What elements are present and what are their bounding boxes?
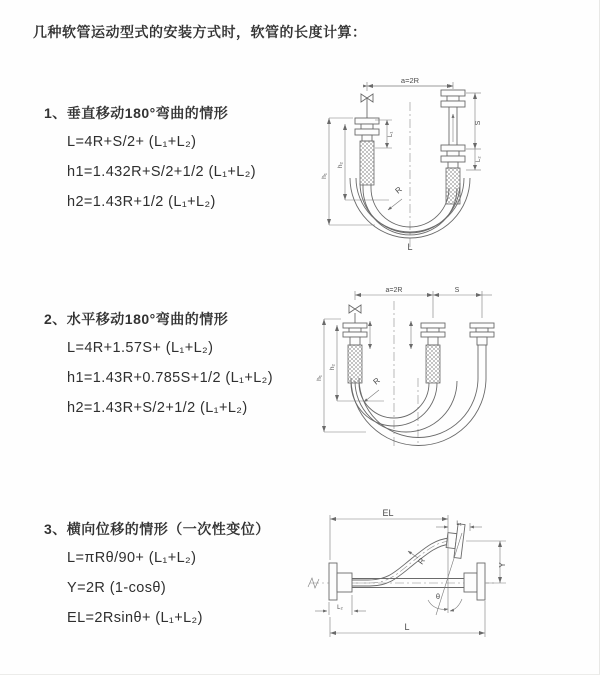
dim-l1-label: L₁: [456, 521, 462, 527]
dim-l: [330, 601, 485, 637]
radius-label: R: [393, 184, 404, 196]
dim-el: [330, 508, 448, 613]
dim-a2r-label: a=2R: [400, 76, 420, 85]
dim-h1-label: h₁: [316, 375, 323, 381]
section-1-formula-h2: h2=1.43R+1/2 (L₁+L₂): [67, 194, 216, 210]
length-label: L: [407, 242, 413, 252]
angle-theta-label: θ: [435, 592, 441, 601]
valve-icon: [361, 94, 373, 118]
middle-braided-hose: [426, 345, 440, 383]
dim-l2: [315, 595, 366, 615]
section-3-formula-y: Y=2R (1-cosθ): [67, 580, 167, 596]
dim-l-label: L: [404, 622, 410, 632]
section-2-formula-h1: h1=1.43R+0.785S+1/2 (L₁+L₂): [67, 370, 273, 386]
section-3-heading: 3、横向位移的情形（一次性变位）: [44, 521, 270, 537]
small-dims: [368, 321, 413, 349]
dim-h2-label: h₂: [337, 161, 344, 169]
section-1-formula-h1: h1=1.432R+S/2+1/2 (L₁+L₂): [67, 164, 257, 180]
section-2-formula-h2: h2=1.43R+S/2+1/2 (L₁+L₂): [67, 400, 248, 416]
dim-l1-label: L₁: [388, 131, 394, 137]
dim-l2-label: L₂: [337, 605, 343, 611]
dim-h2-label: h₂: [329, 363, 336, 371]
middle-pipe-fitting: [421, 323, 445, 383]
dim-h1-label: h₁: [321, 173, 328, 179]
section-3-formula-l: L=πRθ/90+ (L₁+L₂): [67, 550, 197, 566]
diagram-1-vertical-movement: [315, 72, 530, 257]
dim-s: [433, 287, 492, 318]
dim-a2r: [367, 76, 453, 91]
section-3-formula-el: EL=2Rsinθ+ (L₁+L₂): [67, 610, 203, 626]
left-braided-hose: [348, 345, 362, 383]
left-flange: [329, 563, 352, 600]
dim-y-label: Y: [498, 562, 507, 568]
radius-label: R: [416, 556, 427, 567]
right-pipe-fitting: [441, 90, 465, 204]
dim-a2r-label: a=2R: [385, 287, 403, 294]
centerline-break: [308, 578, 319, 588]
left-pipe-fitting: [343, 323, 367, 383]
radius-label: R: [371, 375, 382, 387]
diagram-3-lateral-displacement: [300, 505, 580, 650]
radius-callout: [388, 185, 404, 210]
right-flange-original: [464, 563, 485, 600]
section-1-heading: 1、垂直移动180°弯曲的情形: [44, 105, 229, 121]
dim-s: [466, 93, 482, 149]
left-braided-hose: [360, 141, 374, 185]
dim-s-label: S: [454, 287, 460, 294]
section-2-formula-l: L=4R+1.57S+ (L₁+L₂): [67, 340, 214, 356]
section-1-formula-l: L=4R+S/2+ (L₁+L₂): [67, 134, 197, 150]
hose-u-bends: [351, 375, 486, 446]
section-2-heading: 2、水平移动180°弯曲的情形: [44, 311, 229, 327]
page-title: 几种软管运动型式的安装方式时，软管的长度计算：: [33, 24, 367, 40]
right-pipe-fitting: [470, 323, 494, 378]
dim-s-label: S: [475, 120, 482, 126]
valve-icon: [349, 305, 361, 323]
dim-l2: [466, 149, 482, 170]
diagram-2-horizontal-movement: [308, 283, 558, 455]
radius-callout: [364, 376, 382, 402]
dim-l2-label: L₂: [476, 156, 482, 162]
left-pipe-fitting: [355, 118, 379, 185]
dim-el-label: EL: [382, 508, 394, 518]
